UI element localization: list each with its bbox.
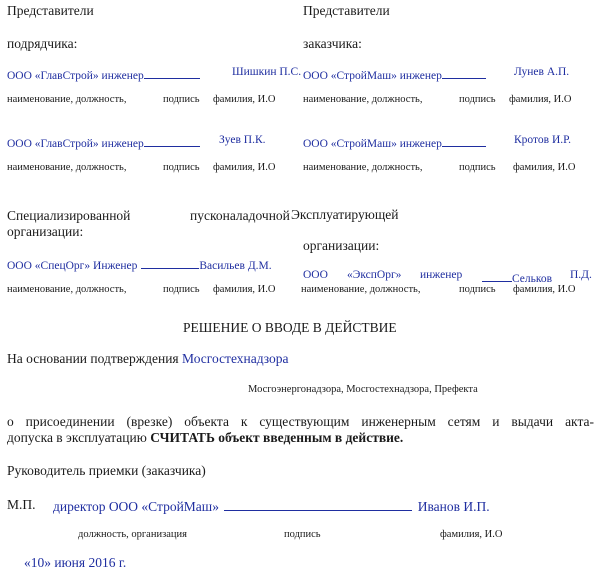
specialized-rep-name: Васильев Д.М. <box>199 260 272 272</box>
customer-rep-2 <box>303 135 486 151</box>
caption-role: наименование, должность, <box>301 284 421 295</box>
signature-line <box>141 257 199 269</box>
body-line2-prefix: допуска в эксплуатацию <box>7 430 147 445</box>
decision-body-line2 <box>7 431 403 445</box>
operating-rep-initials: П.Д. <box>570 269 592 281</box>
operating-title: Эксплуатирующей <box>291 207 399 222</box>
operating-rep-position: инженер <box>420 269 463 281</box>
contractor-rep-1-position: ООО «ГлавСтрой» инженер <box>7 70 144 82</box>
operating-rep-company: «ЭкспОрг» <box>347 269 402 281</box>
contractor-rep-2-position: ООО «ГлавСтрой» инженер <box>7 138 144 150</box>
signature-line <box>144 67 200 79</box>
head-signature-row <box>53 498 490 514</box>
basis-hint: Мосгоэнергонадзора, Мосгостехнадзора, Префекта <box>248 384 478 395</box>
signature-line <box>442 135 486 147</box>
customer-rep-1-name: Лунев А.П. <box>514 66 570 78</box>
caption-sign: подпись <box>459 94 496 105</box>
contractor-rep-1-name: Шишкин П.С. <box>232 66 302 78</box>
caption-name: фамилия, И.О <box>213 162 276 173</box>
operating-rep-name: Сельков <box>512 273 553 285</box>
body-line2-bold: СЧИТАТЬ объект введенным в действие. <box>150 430 404 445</box>
basis-prefix: На основании подтверждения <box>7 351 179 366</box>
caption-role: наименование, должность, <box>7 162 127 173</box>
specialized-rep-position: ООО «СпецОрг» Инженер <box>7 260 138 272</box>
customer-rep-2-name: Кротов И.Р. <box>514 134 571 146</box>
caption-sign: подпись <box>459 284 496 295</box>
contractor-rep-1 <box>7 67 200 83</box>
specialized-title-line2: организации: <box>7 224 84 239</box>
caption-name: фамилия, И.О <box>509 94 572 105</box>
customer-rep-1 <box>303 67 486 83</box>
caption-sign: подпись <box>284 529 321 540</box>
caption-role: должность, организация <box>78 529 187 540</box>
specialized-title-word1: Специализированной <box>7 208 131 223</box>
caption-role: наименование, должность, <box>303 94 423 105</box>
specialized-title-word2: пусконаладочной <box>190 208 290 223</box>
signature-line <box>224 498 412 511</box>
decision-body-line1: о присоединении (врезке) объекта к существующим инженерным сетям и выдачи акта- <box>7 414 594 429</box>
basis-value: Мосгостехнадзора <box>182 351 289 366</box>
signature-line <box>144 135 200 147</box>
customer-title-line2: заказчика: <box>303 36 362 51</box>
specialized-rep <box>7 257 272 273</box>
head-position: директор ООО «СтройМаш» <box>53 499 219 514</box>
caption-sign: подпись <box>163 162 200 173</box>
caption-name: фамилия, И.О <box>213 284 276 295</box>
caption-sign: подпись <box>163 94 200 105</box>
operating-rep-org: ООО <box>303 269 328 281</box>
head-label: Руководитель приемки (заказчика) <box>7 463 206 478</box>
customer-title: Представители <box>303 3 390 18</box>
contractor-rep-2 <box>7 135 200 151</box>
caption-sign: подпись <box>163 284 200 295</box>
contractor-title-line2: подрядчика: <box>7 36 78 51</box>
decision-basis <box>7 352 289 366</box>
decision-title: РЕШЕНИЕ О ВВОДЕ В ДЕЙСТВИЕ <box>183 320 397 335</box>
decision-date: «10» июня 2016 г. <box>24 555 127 570</box>
caption-role: наименование, должность, <box>7 94 127 105</box>
caption-role: наименование, должность, <box>7 284 127 295</box>
contractor-rep-2-name: Зуев П.К. <box>219 134 266 146</box>
contractor-title: Представители <box>7 3 94 18</box>
caption-name: фамилия, И.О <box>513 284 576 295</box>
head-name: Иванов И.П. <box>417 499 490 514</box>
customer-rep-1-position: ООО «СтройМаш» инженер <box>303 70 442 82</box>
customer-rep-2-position: ООО «СтройМаш» инженер <box>303 138 442 150</box>
stamp-label: М.П. <box>7 497 36 512</box>
caption-sign: подпись <box>459 162 496 173</box>
caption-name: фамилия, И.О <box>213 94 276 105</box>
operating-title-line2: организации: <box>303 238 380 253</box>
caption-name: фамилия, И.О <box>440 529 503 540</box>
signature-line <box>442 67 486 79</box>
caption-name: фамилия, И.О <box>513 162 576 173</box>
caption-role: наименование, должность, <box>303 162 423 173</box>
signature-line <box>482 270 512 282</box>
